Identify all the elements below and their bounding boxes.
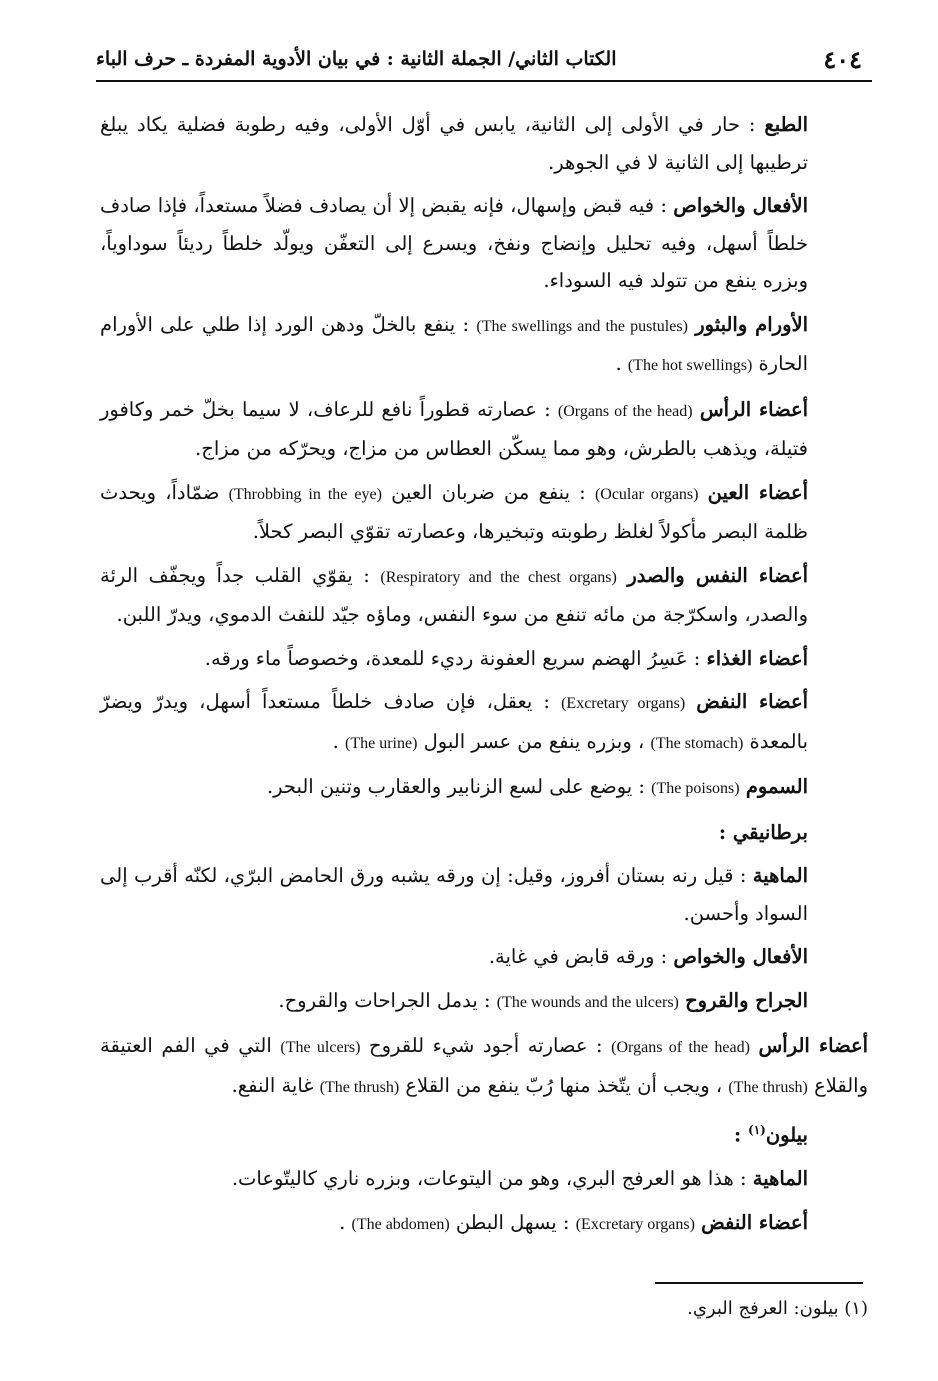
entry-text: : يوضع على لسع الزنابير والعقارب وتنين البحر. bbox=[266, 775, 645, 798]
entry-text: : ينفع من ضربان العين bbox=[391, 480, 586, 504]
entry-text: : ورقه قابض في غاية. bbox=[488, 945, 668, 968]
paragraph-ayn bbox=[100, 474, 868, 551]
english-gloss: (Throbbing in the eye) bbox=[228, 485, 382, 503]
entry-label: الجراح والقروح bbox=[685, 988, 808, 1012]
entry-label: أعضاء العين bbox=[707, 480, 809, 504]
entry-text: . bbox=[332, 729, 339, 753]
entry-label: أعضاء الرأس bbox=[699, 397, 809, 421]
entry-text: : عصارته قطوراً نافع للرعاف، لا سيما بخلّ خمر وكافور فتيلة، ويذهب بالطرش، وهو مما يسكّن العطاس من مزاج، ويحرّكه من مزاج. bbox=[100, 397, 808, 460]
heading-bartaniqi: برطانيقي : bbox=[718, 820, 808, 844]
paragraph-nafd-2 bbox=[100, 1204, 868, 1244]
footnote-marker: (١) bbox=[844, 1298, 868, 1319]
paragraph-jirah bbox=[100, 982, 868, 1022]
english-gloss: (The hot swellings) bbox=[627, 357, 753, 374]
english-gloss: (The swellings and the pustules) bbox=[476, 317, 688, 335]
paragraph-tab bbox=[100, 106, 868, 181]
entry-text: . bbox=[339, 1210, 346, 1234]
english-gloss: (Organs of the head) bbox=[557, 402, 693, 420]
entry-text: : يدمل الجراحات والقروح. bbox=[278, 988, 491, 1012]
entry-text: : ينفع بالخلّ ودهن الورد إذا طلي على الأورام الحارة bbox=[100, 312, 808, 375]
entry-label: أعضاء الرأس bbox=[758, 1034, 869, 1057]
footnote bbox=[100, 1296, 868, 1322]
entry-label: أعضاء النفس والصدر bbox=[627, 563, 808, 587]
english-gloss: (Respiratory and the chest organs) bbox=[380, 568, 617, 586]
heading-text: بيلون bbox=[765, 1123, 808, 1147]
entry-text: التي في الفم العتيقة والقلاع bbox=[100, 1034, 868, 1097]
entry-text: : حار في الأولى إلى الثانية، يابس في أوّل الأولى، وفيه رطوبة فضلية يكاد يبلغ ترطيبها إلى الثانية لا في الجوهر. bbox=[100, 113, 808, 174]
footnote-divider bbox=[655, 1282, 863, 1284]
english-gloss: (The poisons) bbox=[651, 780, 740, 797]
paragraph-afaal-2 bbox=[100, 938, 868, 976]
english-gloss: (The abdomen) bbox=[351, 1215, 450, 1233]
entry-label: أعضاء الغذاء bbox=[706, 646, 808, 670]
english-gloss: (The wounds and the ulcers) bbox=[496, 993, 679, 1011]
english-gloss: (The thrush) bbox=[319, 1078, 400, 1096]
paragraph-awram bbox=[100, 306, 868, 385]
paragraph-afaal-1 bbox=[100, 187, 868, 300]
paragraph-ras-1 bbox=[100, 391, 868, 468]
paragraph-nafd-1 bbox=[100, 683, 868, 762]
entry-label: الماهية bbox=[752, 864, 808, 887]
entry-text: : يقوّي القلب جداً ويجفّف الرئة والصدر، واسكرّجة من مائه تنفع من سوء النفس، وماؤه جيّد للنفث الدموي، ويدرّ اللبن. bbox=[100, 563, 808, 626]
paragraph-ghidha bbox=[100, 640, 868, 678]
entry-text: ، ويجب أن يتّخذ منها رُبّ ينفع من القلاع bbox=[405, 1073, 723, 1097]
english-gloss: (Organs of the head) bbox=[611, 1039, 750, 1056]
english-gloss: (The stomach) bbox=[650, 734, 744, 752]
entry-label: أعضاء النفض bbox=[701, 1210, 808, 1234]
entry-label: أعضاء النفض bbox=[696, 690, 809, 713]
english-gloss: (Excretary organs) bbox=[575, 1215, 695, 1233]
english-gloss: (Excretary organs) bbox=[561, 695, 686, 712]
entry-text: : قيل رنه بستان أفروز، وقيل: إن ورقه يشبه ورق الحامض البرّي، لكنّه أقرب إلى السواد وأحسن. bbox=[100, 864, 808, 925]
entry-text: غاية النفع. bbox=[231, 1073, 314, 1097]
english-gloss: (Ocular organs) bbox=[594, 485, 699, 503]
paragraph-nafas bbox=[100, 557, 868, 634]
entry-text: : عَسِرُ الهضم سريع العفونة رديء للمعدة، وخصوصاً ماء ورقه. bbox=[204, 646, 701, 670]
entry-text: : يعقل، فإن صادف خلطاً مستعداً أسهل، ويدرّ ويضرّ بالمعدة bbox=[100, 690, 808, 753]
entry-text: . bbox=[615, 352, 622, 375]
entry-text: ، وبزره ينفع من عسر البول bbox=[423, 729, 645, 753]
entry-label: السموم bbox=[745, 775, 808, 798]
english-gloss: (The urine) bbox=[345, 734, 418, 752]
entry-label: الماهية bbox=[752, 1167, 808, 1190]
entry-label: الأورام والبثور bbox=[695, 312, 809, 336]
entry-label: الأفعال والخواص bbox=[673, 194, 808, 217]
page-body bbox=[100, 106, 868, 1249]
entry-label: الطبع bbox=[764, 113, 809, 136]
heading-colon: : bbox=[734, 1123, 742, 1147]
paragraph-mahiya-1 bbox=[100, 857, 868, 932]
paragraph-sumum bbox=[100, 768, 868, 808]
entry-text: : فيه قبض وإسهال، فإنه يقبض إلا أن يصادف فضلاً مستعداً، فإذا صادف خلطاً أسهل، وفيه تحليل وإنضاج ونفخ، ويسرع إلى التعفّن ويولّد خلطاً رديئاً سوداوياً، وبزره ينفع من تتولد فيه السوداء. bbox=[100, 194, 808, 292]
paragraph-ras-2 bbox=[100, 1027, 868, 1106]
entry-text: ضمّاداً، ويحدث ظلمة البصر مأكولاً لغلظ رطوبته وتبخيرها، وعصارته تقوّي البصر كحلاً. bbox=[100, 480, 808, 543]
running-title: الكتاب الثاني/ الجملة الثانية : في بيان الأدوية المفردة ـ حرف الباء bbox=[96, 48, 617, 70]
entry-label: الأفعال والخواص bbox=[673, 945, 808, 968]
heading-bilun bbox=[100, 1112, 868, 1154]
paragraph-mahiya-2 bbox=[100, 1160, 868, 1198]
entry-text: : هذا هو العرفج البري، وهو من اليتوعات، وبزره ناري كاليتّوعات. bbox=[231, 1167, 747, 1190]
page-number: ٤٠٤ bbox=[823, 44, 862, 74]
entry-text: : يسهل البطن bbox=[455, 1210, 570, 1234]
footnote-ref[interactable]: (١) bbox=[748, 1123, 766, 1137]
entry-text: : عصارته أجود شيء للقروح bbox=[369, 1034, 603, 1057]
english-gloss: (The ulcers) bbox=[280, 1039, 361, 1056]
page-header bbox=[96, 38, 872, 82]
english-gloss: (The thrush) bbox=[728, 1078, 808, 1096]
footnote-text: بيلون: العرفج البري. bbox=[687, 1298, 839, 1319]
